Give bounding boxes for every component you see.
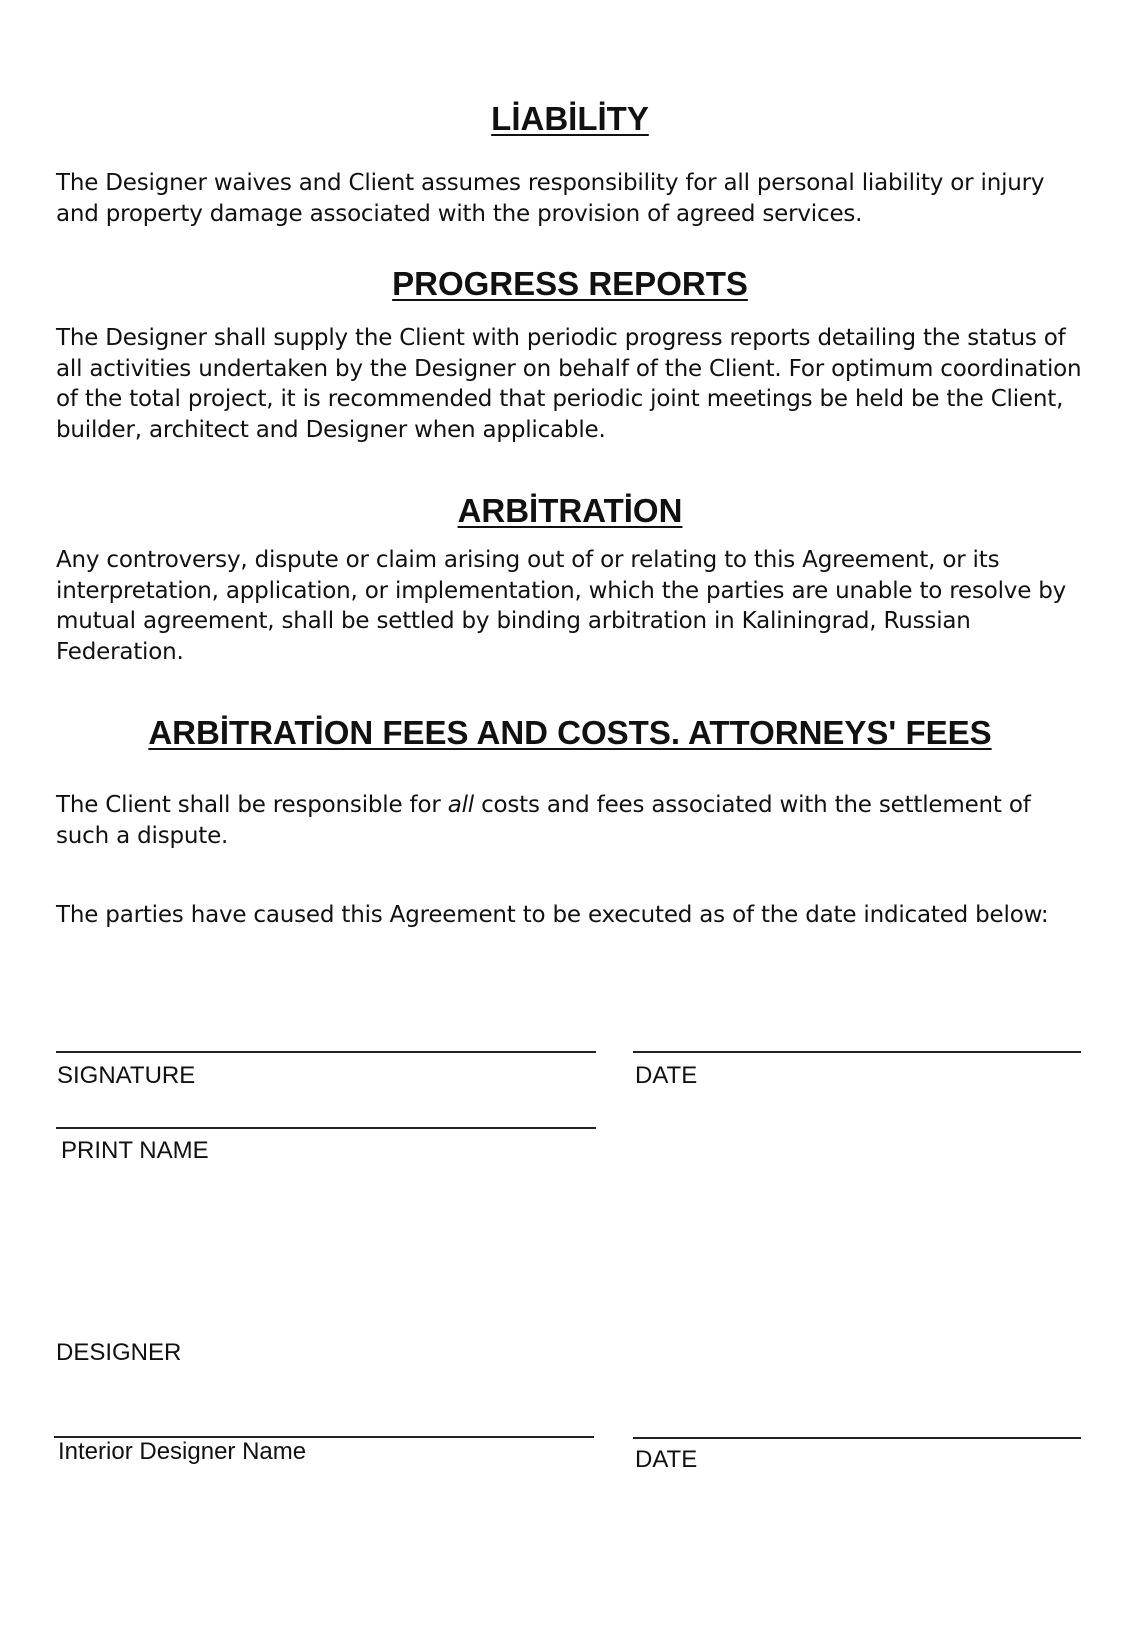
- client-date-label: DATE: [635, 1062, 698, 1089]
- liability-text: The Designer waives and Client assumes responsibility for all personal liability or injury and property damage associated with the provision of agreed services.: [56, 170, 1045, 227]
- progress-reports-heading: PROGRESS REPORTS: [392, 265, 748, 302]
- arbitration-fees-text: [56, 790, 1086, 851]
- designer-date-label: DATE: [635, 1446, 698, 1473]
- designer-label: DESIGNER: [56, 1339, 182, 1366]
- progress-reports-text: The Designer shall supply the Client with periodic progress reports detailing the status of all activities undertaken by the Designer on behalf of the Client. For optimum coordination of the total project, it is recommended that periodic joint meetings be held be the Client, builder, architect and Designer when applicable.: [56, 325, 1082, 443]
- liability-heading: LİABİLİTY: [491, 100, 649, 137]
- fees-text-emphasis: all: [447, 792, 474, 818]
- fees-text-end: costs and fees associated with the settlement of such a dispute.: [56, 792, 1031, 849]
- print-name-label: PRINT NAME: [61, 1137, 209, 1164]
- arbitration-text: Any controversy, dispute or claim arising out of or relating to this Agreement, or its interpretation, application, or implementation, which the parties are unable to resolve by mutual agreement, shall be settled by binding arbitration in Kaliningrad, Russian Federation.: [56, 547, 1067, 665]
- designer-date-line[interactable]: [633, 1437, 1081, 1439]
- arbitration-heading: ARBİTRATİON: [457, 492, 683, 529]
- fees-text-start: The Client shall be responsible for: [56, 792, 448, 818]
- client-date-line[interactable]: [633, 1051, 1081, 1053]
- signature-label: SIGNATURE: [57, 1062, 196, 1089]
- designer-name-label: Interior Designer Name: [58, 1438, 307, 1465]
- signature-line[interactable]: [56, 1051, 596, 1053]
- arbitration-fees-heading: ARBİTRATİON FEES AND COSTS. ATTORNEYS' FEES: [148, 714, 992, 751]
- print-name-line[interactable]: [56, 1127, 596, 1129]
- closing-statement: The parties have caused this Agreement to be executed as of the date indicated below:: [56, 902, 1049, 928]
